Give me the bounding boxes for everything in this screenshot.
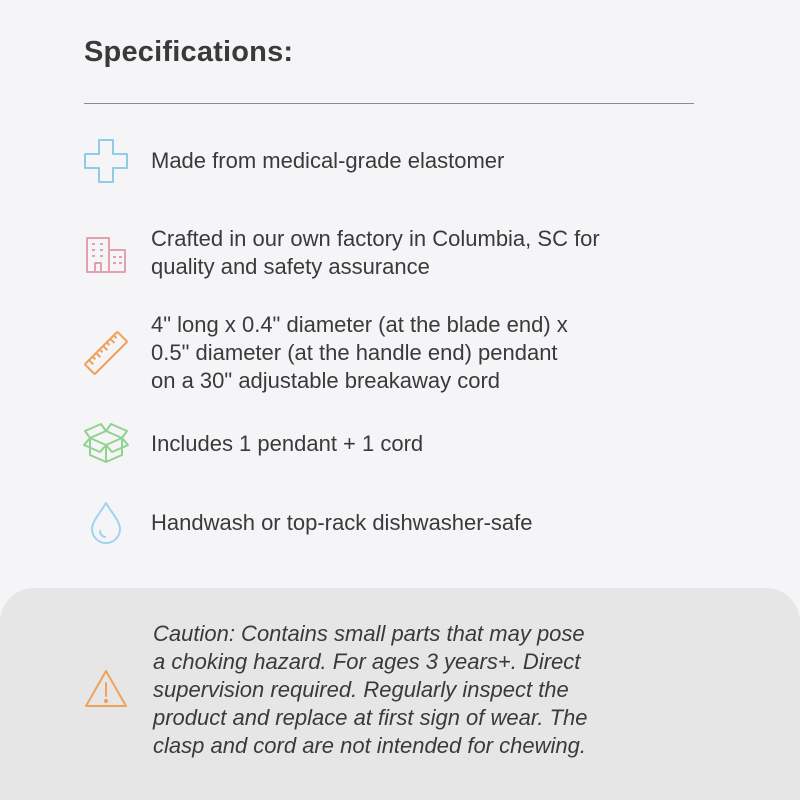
package-box-icon	[80, 418, 132, 470]
water-drop-icon	[80, 497, 132, 549]
spec-text: Includes 1 pendant + 1 cord	[151, 431, 424, 456]
page-title: Specifications:	[84, 36, 294, 68]
spec-item-contents	[80, 418, 700, 470]
ruler-icon	[80, 327, 132, 379]
spec-item-factory	[80, 225, 700, 281]
spec-text: Crafted in our own factory in Columbia, SC for quality and safety assurance	[151, 226, 600, 279]
spec-text: 4" long x 0.4" diameter (at the blade end) x 0.5" diameter (at the handle end) pendant on a 30" adjustable breakaway cord	[151, 312, 568, 393]
spec-item-care	[80, 497, 700, 549]
spec-item-material	[80, 135, 700, 187]
medical-cross-icon	[80, 135, 132, 187]
spec-text: Made from medical-grade elastomer	[151, 148, 505, 173]
factory-building-icon	[80, 227, 132, 279]
spec-item-dimensions	[80, 311, 700, 395]
title-divider	[84, 103, 694, 104]
warning-triangle-icon	[80, 663, 132, 715]
caution-text: Caution: Contains small parts that may pose a choking hazard. For ages 3 years+. Direct supervision required. Regularly inspect the product and replace at first sign of wear. The clasp and cord are not intended for chewing.	[153, 621, 588, 758]
spec-text: Handwash or top-rack dishwasher-safe	[151, 510, 533, 535]
